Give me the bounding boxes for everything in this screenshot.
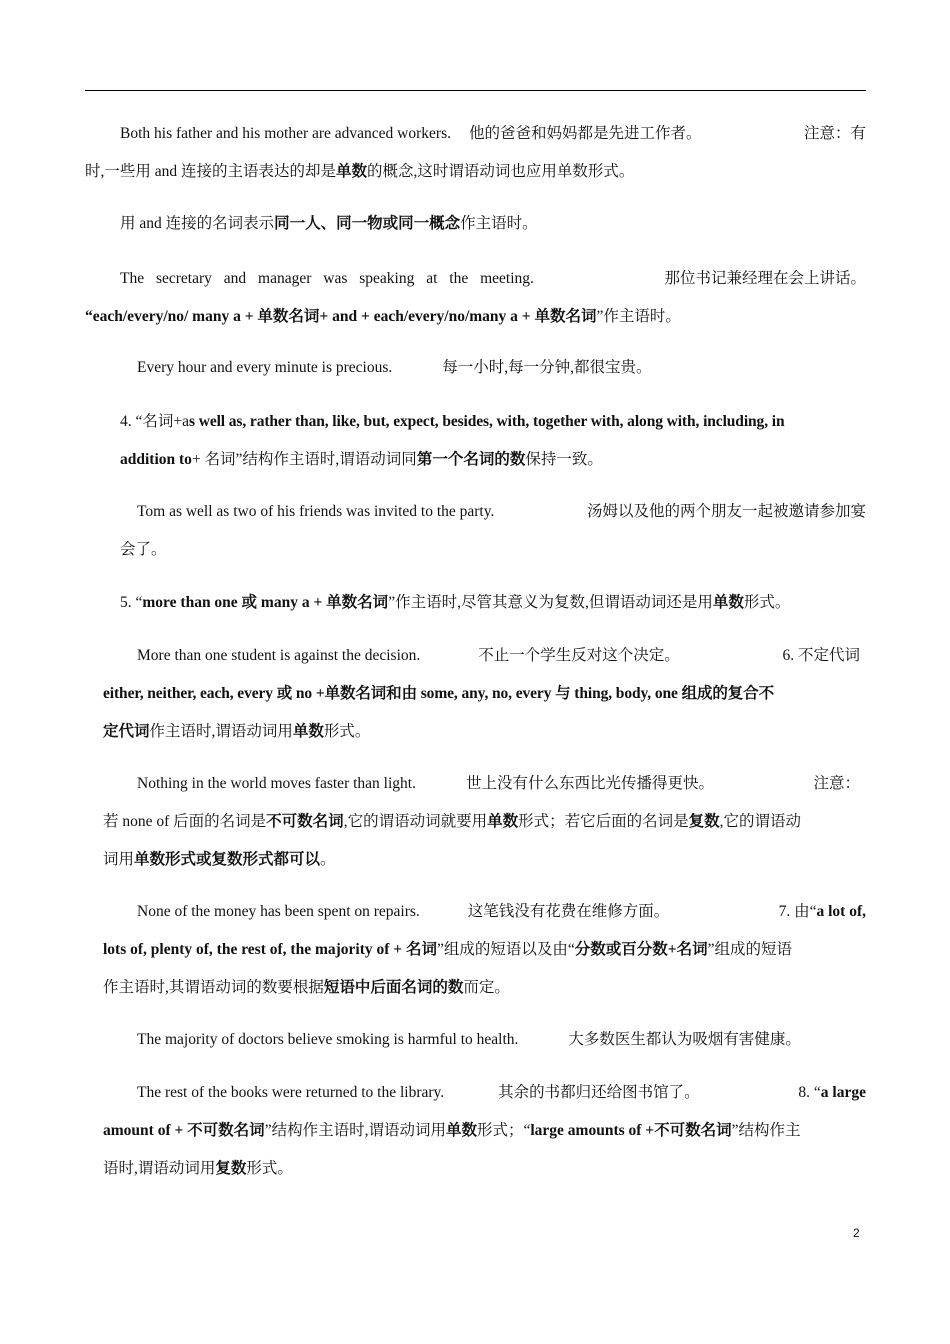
sentence-en: Both his father and his mother are advanced workers.	[120, 125, 451, 142]
emphasis: 单数	[336, 163, 368, 180]
sentence-en: The rest of the books were returned to the library.	[137, 1084, 445, 1101]
sentence-zh: 这笔钱没有花费在维修方面。	[467, 903, 670, 920]
paragraph-4	[137, 349, 652, 387]
header-rule	[85, 90, 866, 91]
rule-pattern: more than one 或 many a + 单数名词	[142, 594, 389, 611]
paragraph-2: 用 and 连接的名词表示同一人、同一物或同一概念作主语时。	[120, 215, 538, 232]
rule-pattern: either, neither, each, every 或 no +单数名词和由 some, any, no, every 与 thing, body, one 组成的复合不	[103, 685, 774, 702]
paragraph-9: Nothing in the world moves faster than light. 世上没有什么东西比光传播得更快。 注意： 若 none of 后面的名词是不可数名词,它的谓语动词就要用单数形式；若它后面的名词是复数,它的谓语动 词用单数形式或复数形式都可以。	[103, 765, 866, 879]
paragraph-3: The secretary and manager was speaking at the meeting. 那位书记兼经理在会上讲话。 “each/every/no/ many a + 单数名词+ and + each/every/no/many a + 单数名词”作主语时。	[85, 260, 866, 336]
rule-pattern: s well as, rather than, like, but, expect, besides, with, together with, along with, including, in	[189, 413, 785, 430]
sentence-en: Tom as well as two of his friends was invited to the party.	[137, 503, 495, 520]
sentence-en: The majority of doctors believe smoking is harmful to health.	[137, 1031, 519, 1048]
sentence-zh: 汤姆以及他的两个朋友一起被邀请参加宴	[586, 503, 866, 520]
sentence-en: None of the money has been spent on repairs.	[137, 903, 420, 920]
note-label: 注意：有	[803, 125, 866, 142]
rule-number: 7. 由“a lot of,	[778, 903, 866, 920]
rule-pattern: lots of, plenty of, the rest of, the majority of + 名词	[103, 941, 437, 958]
sentence-en: More than one student is against the decision.	[137, 647, 421, 664]
paragraph-12: The rest of the books were returned to the library. 其余的书都归还给图书馆了。 8. “a large amount of + 不可数名词”结构作主语时,谓语动词用单数形式；“large amounts of +不可数名词”结构作主 语时,谓语动词用复数形式。	[103, 1074, 866, 1188]
sentence-zh: 其余的书都归还给图书馆了。	[498, 1084, 700, 1101]
paragraph-11	[137, 1021, 801, 1059]
sentence-zh: 那位书记兼经理在会上讲话。	[664, 270, 866, 287]
sentence-zh: 不止一个学生反对这个决定。	[478, 647, 680, 664]
sentence-en: Every hour and every minute is precious.	[137, 359, 393, 376]
paragraph-1: Both his father and his mother are advanced workers. 他的爸爸和妈妈都是先进工作者。 注意：有 时,一些用 and 连接的主语表达的却是单数的概念,这时谓语动词也应用单数形式。	[85, 115, 866, 191]
page-number: 2	[853, 1226, 860, 1240]
note-label: 注意：	[813, 775, 860, 792]
sentence-zh: 大多数医生都认为吸烟有害健康。	[568, 1031, 801, 1048]
paragraph-8: More than one student is against the decision. 不止一个学生反对这个决定。 6. 不定代词 either, neither, each, every 或 no +单数名词和由 some, any, no, every 与 thing, body, one 组成的复合不 定代词作主语时,谓语动词用单数形式。	[103, 637, 866, 751]
paragraph-6: Tom as well as two of his friends was invited to the party. 汤姆以及他的两个朋友一起被邀请参加宴 会了。	[120, 493, 866, 569]
rule-number: 8. “a large	[798, 1084, 866, 1101]
emphasis: 单数形式或复数形式都可以	[134, 851, 321, 868]
paragraph-10: None of the money has been spent on repairs. 这笔钱没有花费在维修方面。 7. 由“a lot of, lots of, plenty of, the rest of, the majority of + 名词”组成的短语以及由“分数或百分数+名词”组成的短语 作主语时,其谓语动词的数要根据短语中后面名词的数而定。	[103, 893, 866, 1007]
emphasis: 同一人、同一物或同一概念	[274, 215, 461, 232]
sentence-en: Nothing in the world moves faster than light.	[137, 775, 416, 792]
emphasis: 复数	[215, 1160, 247, 1177]
rule-number: 6. 不定代词	[782, 647, 860, 664]
paragraph-7: 5. “more than one 或 many a + 单数名词”作主语时,尽管其意义为复数,但谓语动词还是用单数形式。	[120, 594, 791, 611]
sentence-en: The secretary and manager was speaking at the meeting.	[120, 270, 534, 287]
emphasis: 短语中后面名词的数	[323, 979, 464, 996]
sentence-zh: 他的爸爸和妈妈都是先进工作者。	[469, 125, 702, 142]
emphasis: 第一个名词的数	[416, 451, 526, 468]
rule-pattern: “each/every/no/ many a + 单数名词+ and + each/every/no/many a + 单数名词	[85, 308, 597, 325]
sentence-zh: 世上没有什么东西比光传播得更快。	[465, 775, 714, 792]
emphasis: 单数	[712, 594, 744, 611]
sentence-zh: 每一小时,每一分钟,都很宝贵。	[442, 359, 652, 376]
paragraph-5: 4. “名词+as well as, rather than, like, but, expect, besides, with, together with, along with, including, in addition to+ 名词”结构作主语时,谓语动词同第一个名词的数保持一致。	[120, 413, 785, 468]
rule-pattern: amount of + 不可数名词	[103, 1122, 265, 1139]
emphasis: 单数	[292, 723, 324, 740]
rule-number: 4. “名词+a	[120, 413, 190, 430]
